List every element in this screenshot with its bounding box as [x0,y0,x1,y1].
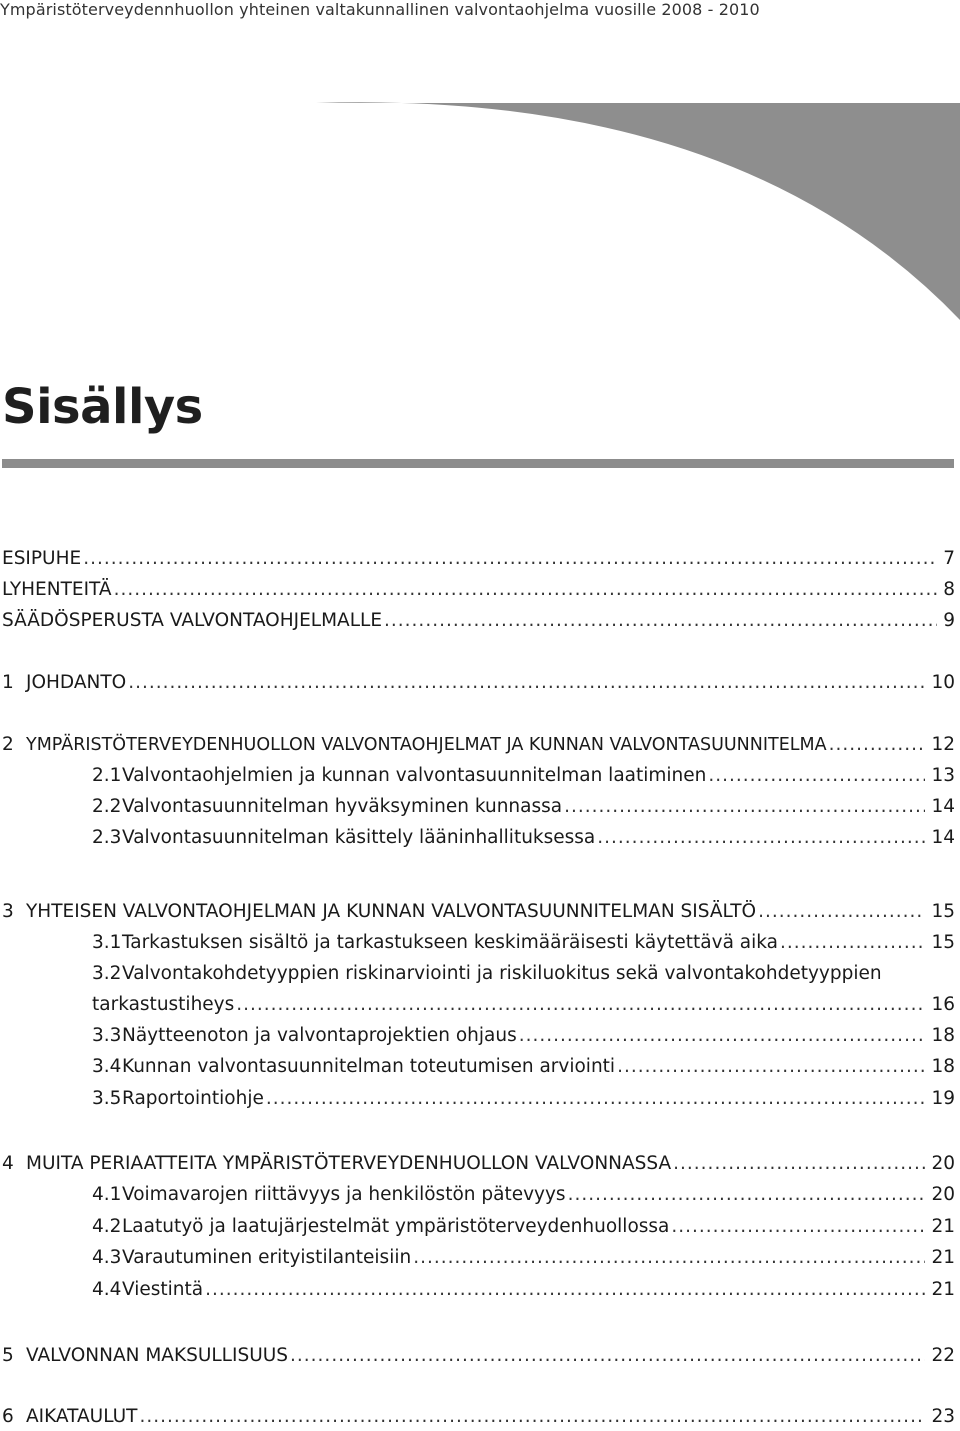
toc-entry-page: 8 [943,579,955,600]
toc-entry[interactable] [0,992,955,1018]
toc-entry[interactable] [0,1214,955,1240]
toc-entry-number: 5 [2,1345,14,1366]
toc-entry-number: 3.2 [92,963,122,984]
toc-entry[interactable] [0,608,955,634]
toc-entry-page: 9 [943,610,955,631]
toc-entry-page: 13 [931,765,955,786]
toc-entry-label: YMPÄRISTÖTERVEYDENHUOLLON VALVONTAOHJELMAT JA KUNNAN VALVONTASUUNNITELMA [26,735,827,755]
toc-entry-page: 21 [931,1247,955,1268]
toc-entry-label: JOHDANTO [26,672,127,693]
toc-entry-number: 3.5 [92,1088,122,1109]
toc-entry[interactable] [0,825,955,851]
leader-dots [708,763,925,789]
leader-dots [597,825,925,851]
leader-dots [205,1277,925,1303]
toc-entry-page: 21 [931,1279,955,1300]
toc-entry-page: 22 [931,1345,955,1366]
leader-dots [266,1086,926,1112]
toc-entry[interactable] [0,1277,955,1303]
toc-entry-label: Raportointiohje [122,1088,264,1109]
toc-entry[interactable] [0,1182,955,1208]
toc-entry[interactable] [0,930,955,956]
leader-dots [780,930,925,956]
toc-entry[interactable] [0,794,955,820]
toc-entry-label: LYHENTEITÄ [2,579,112,600]
toc-entry-page: 20 [931,1153,955,1174]
toc-entry-page: 23 [931,1406,955,1427]
toc-entry-page: 15 [931,901,955,922]
toc-entry-number: 3.1 [92,932,122,953]
toc-entry-label: YHTEISEN VALVONTAOHJELMAN JA KUNNAN VALVONTASUUNNITELMAN SISÄLTÖ [26,901,757,922]
toc-entry-label: Kunnan valvontasuunnitelman toteutumisen arviointi [122,1056,616,1077]
toc-entry-number: 4.4 [92,1279,122,1300]
toc-entry-page: 14 [931,796,955,817]
toc-entry[interactable] [0,670,955,696]
toc-entry-label: Varautuminen erityistilanteisiin [122,1247,412,1268]
toc-entry-label: VALVONNAN MAKSULLISUUS [26,1345,289,1366]
leader-dots [673,1151,925,1177]
toc-entry-page: 14 [931,827,955,848]
toc-entry-number: 6 [2,1406,14,1427]
toc-entry-number: 3.3 [92,1025,122,1046]
toc-entry-page: 12 [931,734,955,755]
leader-dots [829,732,926,758]
leader-dots [413,1245,925,1271]
toc-entry-page: 10 [931,672,955,693]
leader-dots [83,546,937,572]
leader-dots [139,1404,925,1430]
toc-entry[interactable] [0,1054,955,1080]
leader-dots [564,794,925,820]
toc-entry-page: 19 [931,1088,955,1109]
leader-dots [290,1343,925,1369]
leader-dots [519,1023,926,1049]
toc-entry[interactable] [0,763,955,789]
toc-entry-page: 7 [943,548,955,569]
toc-entry[interactable] [0,1023,955,1049]
page-title: Sisällys [2,379,203,435]
toc-entry-label: Näytteenoton ja valvontaprojektien ohjaus [122,1025,517,1046]
toc-entry-label: Laatutyö ja laatujärjestelmät ympäristöterveydenhuollossa [122,1216,670,1237]
toc-entry[interactable] [0,732,955,758]
leader-dots [671,1214,925,1240]
leader-dots [758,899,925,925]
toc-entry-page: 21 [931,1216,955,1237]
toc-entry-label: Valvontaohjelmien ja kunnan valvontasuunnitelman laatiminen [122,765,707,786]
leader-dots [617,1054,925,1080]
toc-entry-number: 4.3 [92,1247,122,1268]
toc-entry-label: Valvontasuunnitelman käsittely lääninhallituksessa [122,827,596,848]
leader-dots [384,608,937,634]
toc-entry-label: ESIPUHE [2,548,82,569]
leader-dots [236,992,925,1018]
toc-entry[interactable] [0,899,955,925]
toc-entry-label: Valvontakohdetyyppien riskinarviointi ja riskiluokitus sekä valvontakohdetyyppien [122,963,882,984]
toc-entry-label: SÄÄDÖSPERUSTA VALVONTAOHJELMALLE [2,610,383,631]
toc-entry-number: 1 [2,672,14,693]
toc-entry-number: 2 [2,734,14,755]
toc-entry-label: AIKATAULUT [26,1406,138,1427]
toc-entry[interactable] [0,1151,955,1177]
toc-entry-page: 16 [931,994,955,1015]
running-header: Ympäristöterveydennhuollon yhteinen valtakunnallinen valvontaohjelma vuosille 2008 - 2010 [0,0,760,19]
toc-entry-page: 18 [931,1025,955,1046]
toc-entry[interactable] [0,1343,955,1369]
toc-entry[interactable] [0,1086,955,1112]
toc-entry-label: Viestintä [122,1279,204,1300]
leader-dots [568,1182,926,1208]
toc-entry-number: 4.1 [92,1184,122,1205]
leader-dots [128,670,925,696]
toc-entry-number: 4.2 [92,1216,122,1237]
toc-entry-label: Tarkastuksen sisältö ja tarkastukseen keskimääräisesti käytettävä aika [122,932,778,953]
toc-entry-number: 3.4 [92,1056,122,1077]
toc-entry[interactable] [0,546,955,572]
toc-entry-label: tarkastustiheys [92,994,235,1015]
toc-entry-label: Voimavarojen riittävyys ja henkilöstön pätevyys [122,1184,566,1205]
toc-entry[interactable] [0,1245,955,1271]
toc-entry-label: Valvontasuunnitelman hyväksyminen kunnassa [122,796,563,817]
toc-entry-number: 3 [2,901,14,922]
toc-entry[interactable] [0,1404,955,1430]
toc-entry-page: 20 [931,1184,955,1205]
toc-entry-number: 2.3 [92,827,122,848]
toc-entry-number: 2.2 [92,796,122,817]
toc-entry-number: 4 [2,1153,14,1174]
toc-entry-page: 18 [931,1056,955,1077]
toc-entry-number: 2.1 [92,765,122,786]
toc-entry-page: 15 [931,932,955,953]
toc-entry-label: MUITA PERIAATTEITA YMPÄRISTÖTERVEYDENHUOLLON VALVONNASSA [26,1153,672,1174]
toc-entry[interactable] [0,577,955,603]
leader-dots [114,577,938,603]
toc-entry[interactable] [0,961,955,987]
